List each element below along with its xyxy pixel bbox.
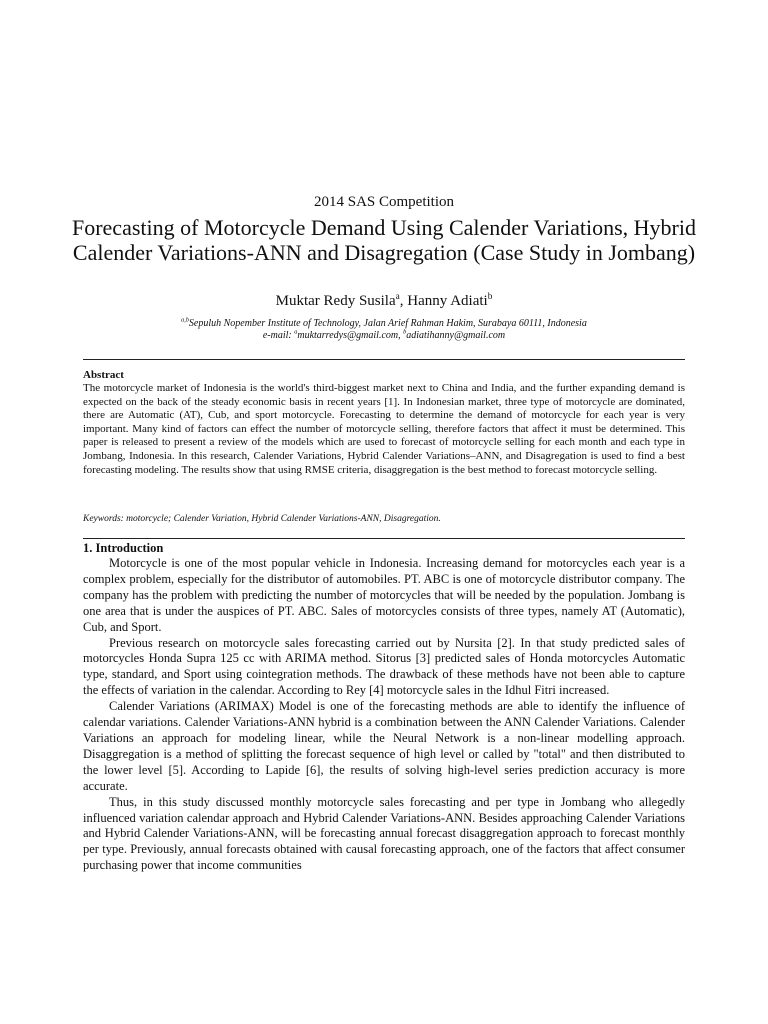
- abstract-bottom-divider: [83, 538, 685, 539]
- authors-line: [0, 293, 768, 310]
- intro-paragraph-4: Thus, in this study discussed monthly motorcycle sales forecasting and per type in Jombang who allegedly influenced variation calendar approach and Hybrid Calender Variations-ANN. Besides approaching Calender Variations and Hybrid Calender Variations-ANN, will be forecasting annual forecast disaggregation approach to forecast monthly per type. Previously, annual forecasts obtained with causal forecasting approach, one of the factors that affect consumer purchasing power that income communities: [83, 794, 685, 873]
- competition-label: 2014 SAS Competition: [313, 194, 455, 210]
- keywords: Keywords: motorcycle; Calender Variation, Hybrid Calender Variations-ANN, Disagregation.: [83, 514, 441, 524]
- email-1: muktarredys@gmail.com,: [297, 330, 404, 341]
- email-2: adiatihanny@gmail.com: [406, 330, 506, 341]
- email-1-sup: a: [294, 328, 298, 336]
- intro-paragraph-2: Previous research on motorcycle sales forecasting carried out by Nursita [2]. In that study predicted sales of motorcycles Honda Supra 125 cc with ARIMA method. Sitorus [3] predicted sales of Honda motorcycles Automatic type, standard, and Sport using cointegration methods. The drawback of these methods have not been able to capture the effects of variation in the calendar. According to Rey [4] motorcycle sales in the Idhul Fitri increased.: [83, 635, 685, 698]
- author-2: Hanny Adiati: [407, 293, 488, 309]
- abstract-text: The motorcycle market of Indonesia is the world's third-biggest market next to China and India, and the further expanding demand is expected on the back of the steady economic basis in recent years [1]. In Indonesian market, three type of motorcycle are dominated, there are Automatic (AT), Cub, and sport motorcycle. Forecasting to determine the demand of motorcycle for each year is very important. Many kind of factors can effect the number of motorcycle selling, therefore factors that affect it must be determined. This paper is released to present a review of the models which are used to forecast of motorcycle selling for each month and each type in Jombang, Indonesia. In this research, Calender Variations, Hybrid Calender Variations–ANN, and Disagregation is used to find a best forecasting modeling. The results show that using RMSE criteria, disaggregation is the best method to forecast motorcycle selling.: [83, 382, 685, 476]
- abstract-heading: Abstract: [83, 369, 124, 381]
- author-1: Muktar Redy Susila: [275, 293, 396, 309]
- affiliation: [0, 318, 768, 330]
- email-label: e-mail:: [262, 330, 295, 341]
- intro-paragraph-1: Motorcycle is one of the most popular vehicle in Indonesia. Increasing demand for motorcycles each year is a complex problem, especially for the distributor of automobiles. PT. ABC is one of motorcycle distributor company. The company has the problem with predicting the number of motorcycles that will be needed by the population. Jombang is one area that is under the auspices of PT. ABC. Sales of motorcycles consists of three types, namely AT (Automatic), Cub, and Sport.: [83, 556, 685, 634]
- affiliation-text: Sepuluh Nopember Institute of Technology, Jalan Arief Rahman Hakim, Surabaya 60111, Indonesia: [188, 318, 587, 329]
- affiliation-sup: a,b: [181, 316, 189, 324]
- email-2-sup: b: [403, 328, 407, 336]
- intro-paragraph-3: Calender Variations (ARIMAX) Model is one of the forecasting methods are able to identify the influence of calendar variations. Calender Variations-ANN hybrid is a combination between the ANN Calender Variations. Calender Variations an approach for modeling linear, while the Neural Network is a non-linear modelling approach. Disaggregation is a method of splitting the forecast sequence of high level or called by "total" and then distributed to the lower level [5]. According to Lapide [6], the results of solving high-level series prediction accuracy is more accurate.: [83, 699, 685, 793]
- abstract-top-divider: [83, 359, 685, 360]
- introduction-body: [83, 556, 685, 874]
- author-separator: ,: [399, 293, 408, 309]
- author-1-sup: a: [395, 292, 400, 302]
- author-2-sup: b: [487, 292, 493, 302]
- email-line: [0, 330, 768, 341]
- paper-title: Forecasting of Motorcycle Demand Using Calender Variations, Hybrid Calender Variations-ANN and Disagregation (Case Study in Jombang): [71, 215, 696, 265]
- section-heading-introduction: 1. Introduction: [83, 541, 164, 555]
